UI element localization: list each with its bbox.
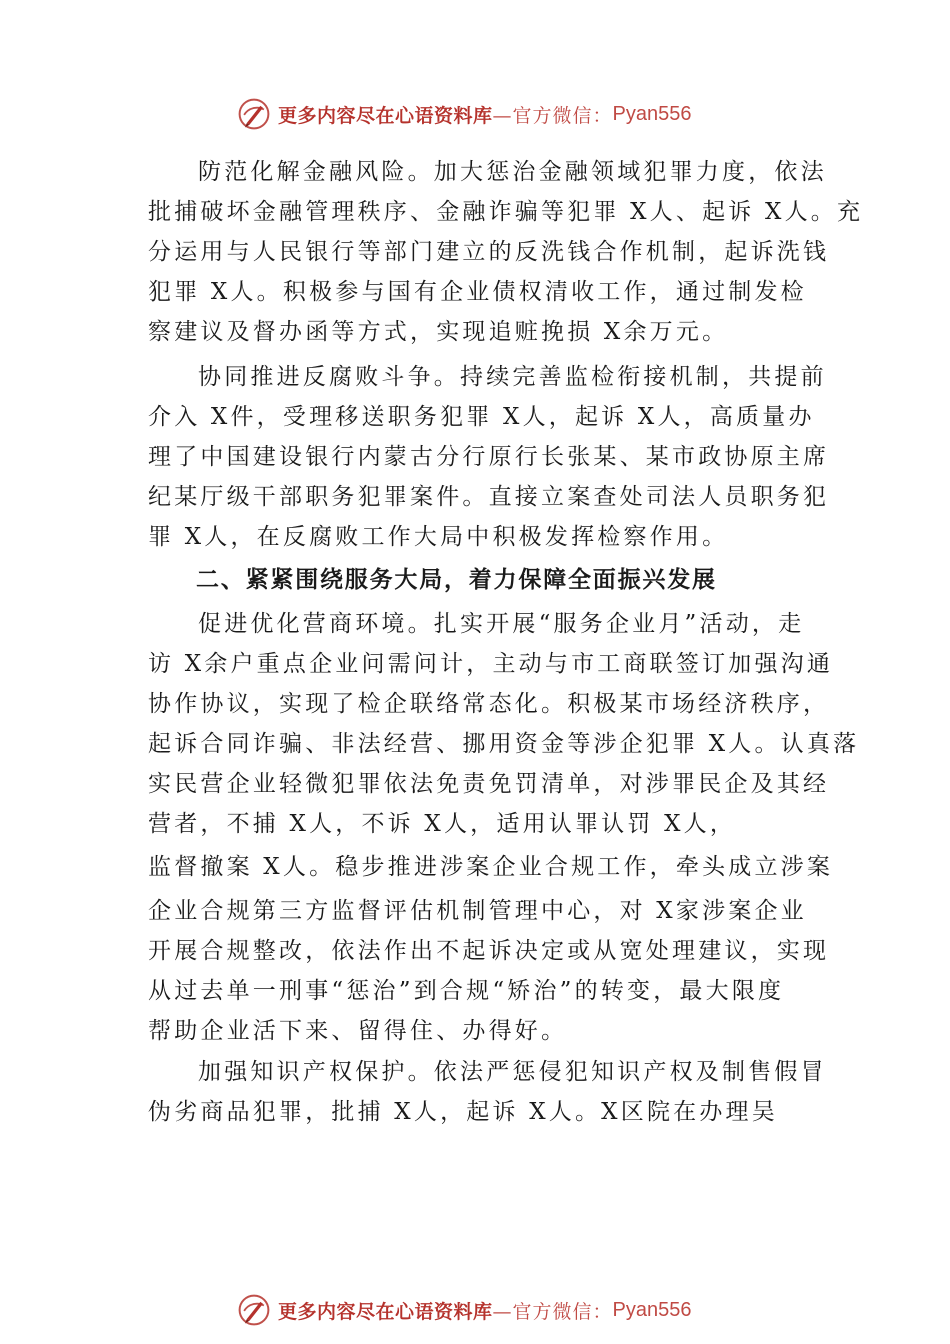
brush-logo-icon [236, 96, 272, 132]
paragraph-line: 罪 X人，在反腐败工作大局中积极发挥检察作用。 [148, 524, 729, 550]
paragraph-line: 营者，不捕 X人，不诉 X人，适用认罪认罚 X人， [148, 811, 737, 837]
paragraph-line: 加强知识产权保护。依法严惩侵犯知识产权及制售假冒 [198, 1059, 827, 1085]
paragraph-line: 起诉合同诈骗、非法经营、挪用资金等涉企犯罪 X人。认真落 [148, 731, 860, 757]
paragraph-line: 介入 X件，受理移送职务犯罪 X人，起诉 X人，高质量办 [148, 404, 815, 430]
watermark-title: 更多内容尽在心语资料库 [278, 104, 493, 127]
paragraph-line: 监督撤案 X人。稳步推进涉案企业合规工作，牵头成立涉案 [148, 854, 834, 880]
paragraph-line: 企业合规第三方监督评估机制管理中心，对 X家涉案企业 [148, 898, 807, 924]
paragraph-line: 批捕破坏金融管理秩序、金融诈骗等犯罪 X人、起诉 X人。充 [148, 199, 864, 225]
paragraph-line: 协作协议，实现了检企联络常态化。积极某市场经济秩序， [148, 691, 830, 717]
brush-logo-icon [236, 1292, 272, 1328]
watermark-label: —官方微信： [492, 104, 613, 127]
paragraph-line: 理了中国建设银行内蒙古分行原行长张某、某市政协原主席 [148, 444, 830, 470]
watermark-label: —官方微信： [492, 1300, 613, 1323]
paragraph-line: 访 X余户重点企业问需问计，主动与市工商联签订加强沟通 [148, 651, 834, 677]
watermark-title: 更多内容尽在心语资料库 [278, 1300, 493, 1323]
section-heading: 二、紧紧围绕服务大局，着力保障全面振兴发展 [196, 567, 717, 593]
watermark-wechat-id: Pyan556 [612, 102, 692, 125]
paragraph-line: 纪某厅级干部职务犯罪案件。直接立案查处司法人员职务犯 [148, 484, 830, 510]
paragraph-line: 防范化解金融风险。加大惩治金融领域犯罪力度，依法 [198, 159, 827, 185]
paragraph-line: 从过去单一刑事“惩治”到合规“矫治”的转变，最大限度 [148, 978, 785, 1004]
paragraph-line: 伪劣商品犯罪，批捕 X人，起诉 X人。X区院在办理吴 [148, 1099, 778, 1125]
paragraph-line: 分运用与人民银行等部门建立的反洗钱合作机制，起诉洗钱 [148, 239, 830, 265]
paragraph-line: 犯罪 X人。积极参与国有企业债权清收工作，通过制发检 [148, 279, 807, 305]
watermark-banner-top [236, 94, 692, 134]
watermark-banner-bottom [236, 1290, 692, 1330]
watermark-wechat-id: Pyan556 [612, 1298, 692, 1321]
paragraph-line: 实民营企业轻微犯罪依法免责免罚清单，对涉罪民企及其经 [148, 771, 830, 797]
paragraph-line: 促进优化营商环境。扎实开展“服务企业月”活动，走 [198, 611, 805, 637]
paragraph-line: 开展合规整改，依法作出不起诉决定或从宽处理建议，实现 [148, 938, 830, 964]
paragraph-line: 察建议及督办函等方式，实现追赃挽损 X余万元。 [148, 319, 729, 345]
paragraph-line: 帮助企业活下来、留得住、办得好。 [148, 1018, 568, 1044]
paragraph-line: 协同推进反腐败斗争。持续完善监检衔接机制，共提前 [198, 364, 827, 390]
